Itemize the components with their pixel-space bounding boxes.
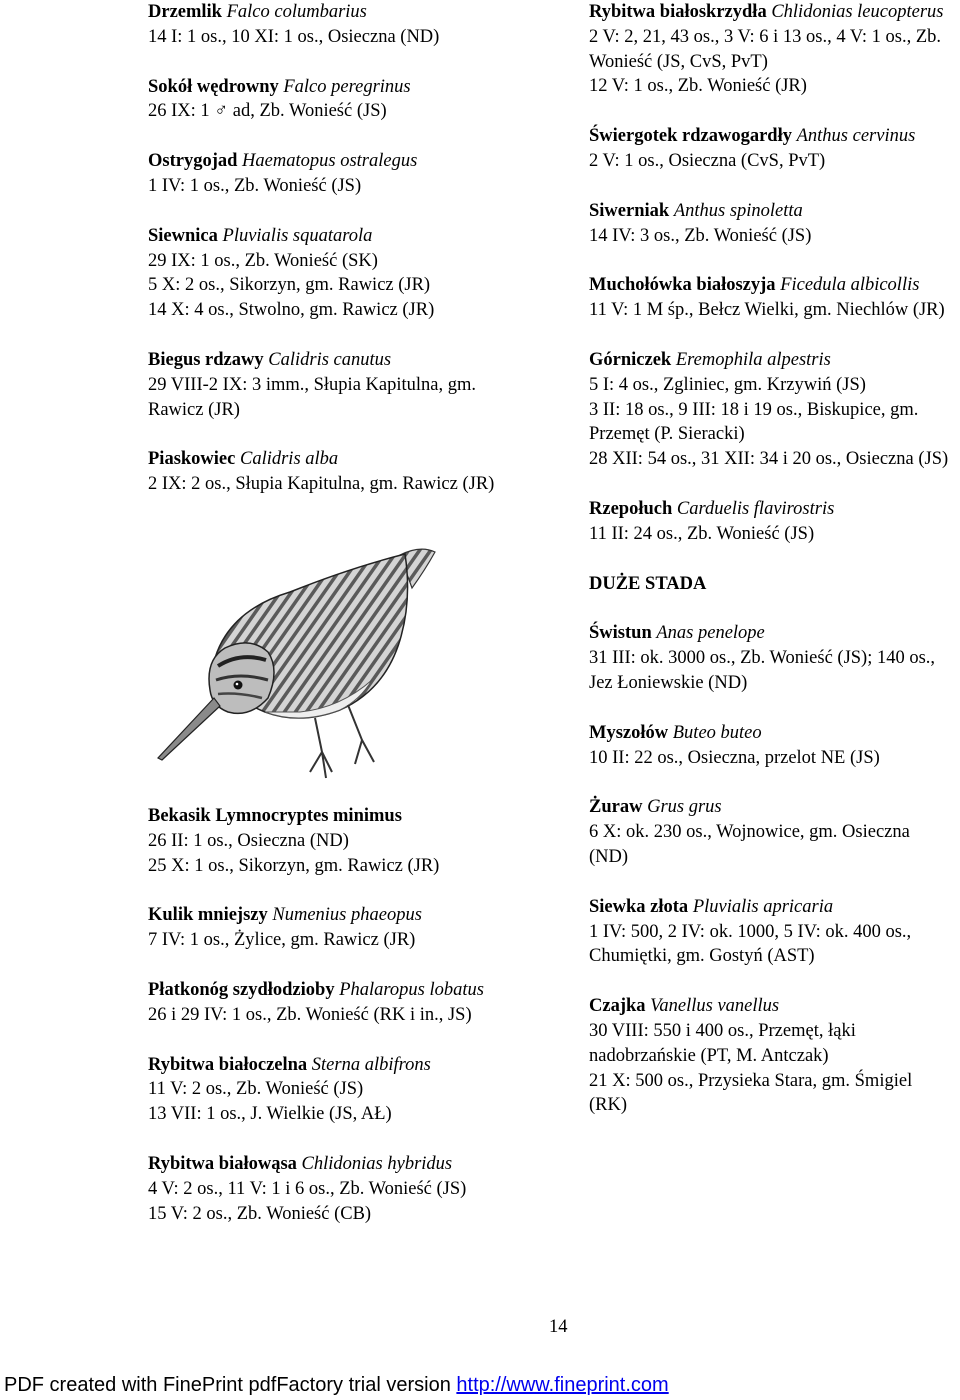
- observation-record: 30 VIII: 550 i 400 os., Przemęt, łąki nadobrzańskie (PT, M. Antczak): [589, 1020, 856, 1066]
- observation-record: 2 IX: 2 os., Słupia Kapitulna, gm. Rawicz (JR): [148, 474, 495, 495]
- observation-record: 14 X: 4 os., Stwolno, gm. Rawicz (JR): [148, 300, 435, 321]
- observation-record: 2 V: 1 os., Osieczna (CvS, PvT): [589, 150, 826, 171]
- species-common-name: Siwerniak: [589, 200, 670, 221]
- species-latin-name: Phalaropus lobatus: [339, 979, 484, 1000]
- observation-record: 1 IV: 1 os., Zb. Wonieść (JS): [148, 175, 362, 196]
- species-common-name: Ostrygojad: [148, 151, 238, 172]
- observation-record: 10 II: 22 os., Osieczna, przelot NE (JS): [589, 747, 880, 768]
- species-heading: [148, 1152, 523, 1177]
- species-heading: [589, 621, 949, 646]
- right-entries-top: [589, 0, 949, 547]
- observation-record: 5 I: 4 os., Zgliniec, gm. Krzywiń (JS): [589, 374, 866, 395]
- left-column-bottom: [148, 804, 523, 1251]
- species-common-name: Siewka złota: [589, 896, 689, 917]
- species-entry: [148, 978, 523, 1028]
- species-latin-name: Anthus spinoletta: [673, 200, 803, 221]
- species-heading: [148, 978, 523, 1003]
- species-latin-name: Carduelis flavirostris: [676, 498, 835, 519]
- species-latin-name: Pluvialis apricaria: [692, 896, 834, 917]
- species-heading: [589, 497, 949, 522]
- left-column: [148, 0, 523, 522]
- species-common-name: Myszołów: [589, 722, 669, 743]
- species-entry: [148, 447, 523, 497]
- species-common-name: Rzepołuch: [589, 498, 673, 519]
- right-entries-bottom: [589, 621, 949, 1118]
- observation-record: 4 V: 2 os., 11 V: 1 i 6 os., Zb. Wonieść (JS): [148, 1178, 467, 1199]
- species-entry: [148, 804, 523, 878]
- species-heading: [148, 1053, 523, 1078]
- species-entry: [589, 124, 949, 174]
- species-heading: [148, 447, 523, 472]
- observation-record: 26 II: 1 os., Osieczna (ND): [148, 830, 349, 851]
- species-entry: [148, 1053, 523, 1127]
- species-heading: [589, 721, 949, 746]
- species-common-name: Muchołówka białoszyja: [589, 275, 776, 296]
- species-entry: [589, 621, 949, 695]
- species-entry: [589, 795, 949, 869]
- observation-record: 28 XII: 54 os., 31 XII: 34 i 20 os., Osieczna (JS): [589, 449, 949, 470]
- species-entry: [148, 1152, 523, 1226]
- species-latin-name: Falco peregrinus: [283, 76, 411, 97]
- footer-link[interactable]: http://www.fineprint.com: [456, 1374, 669, 1396]
- page-number: 14: [549, 1317, 568, 1337]
- observation-record: 11 V: 2 os., Zb. Wonieść (JS): [148, 1079, 364, 1100]
- species-entry: [148, 0, 523, 50]
- species-heading: [589, 199, 949, 224]
- species-heading: [148, 903, 523, 928]
- species-latin-name: Sterna albifrons: [311, 1054, 431, 1075]
- observation-record: 25 X: 1 os., Sikorzyn, gm. Rawicz (JR): [148, 855, 440, 876]
- species-latin-name: Eremophila alpestris: [675, 349, 831, 370]
- observation-record: 3 II: 18 os., 9 III: 18 i 19 os., Biskupice, gm. Przemęt (P. Sieracki): [589, 399, 919, 445]
- species-entry: [148, 149, 523, 199]
- species-common-name: Rybitwa białowąsa: [148, 1153, 297, 1174]
- species-heading: [148, 149, 523, 174]
- species-heading: [589, 0, 949, 25]
- species-common-name: Bekasik Lymnocryptes minimus: [148, 806, 402, 826]
- species-entry: [589, 497, 949, 547]
- observation-record: 12 V: 1 os., Zb. Wonieść (JR): [589, 76, 807, 97]
- species-entry: [148, 224, 523, 323]
- species-heading: [589, 994, 949, 1019]
- observation-record: 29 VIII-2 IX: 3 imm., Słupia Kapitulna, gm. Rawicz (JR): [148, 374, 476, 420]
- species-common-name: Rybitwa białoczelna: [148, 1054, 308, 1075]
- species-entry: [589, 895, 949, 969]
- left-entries-top: [148, 0, 523, 497]
- species-latin-name: Chlidonias hybridus: [301, 1153, 453, 1174]
- species-common-name: Sokół wędrowny: [148, 76, 279, 97]
- species-latin-name: Anas penelope: [656, 623, 765, 644]
- species-heading: [589, 895, 949, 920]
- species-entry: [589, 994, 949, 1118]
- species-latin-name: Vanellus vanellus: [650, 996, 780, 1017]
- species-heading: [148, 0, 523, 25]
- species-heading: [148, 75, 523, 100]
- species-entry: [148, 903, 523, 953]
- species-latin-name: Calidris alba: [239, 449, 339, 470]
- observation-record: 15 V: 2 os., Zb. Wonieść (CB): [148, 1203, 372, 1224]
- species-latin-name: Haematopus ostralegus: [242, 151, 418, 172]
- species-common-name: Świstun: [589, 623, 652, 644]
- species-entry: [148, 75, 523, 125]
- observation-record: 11 V: 1 M śp., Bełcz Wielki, gm. Niechlów (JR): [589, 300, 945, 321]
- species-common-name: Piaskowiec: [148, 449, 236, 470]
- jack-snipe-illustration-icon: [150, 540, 495, 785]
- species-common-name: Płatkonóg szydłodzioby: [148, 979, 335, 1000]
- species-latin-name: Anthus cervinus: [796, 126, 916, 147]
- species-heading: [589, 795, 949, 820]
- observation-record: 1 IV: 500, 2 IV: ok. 1000, 5 IV: ok. 400 os., Chumiętki, gm. Gostyń (AST): [589, 921, 912, 967]
- observation-record: 13 VII: 1 os., J. Wielkie (JS, AŁ): [148, 1104, 392, 1125]
- species-latin-name: Pluvialis squatarola: [222, 225, 373, 246]
- species-entry: [589, 348, 949, 472]
- observation-record: 31 III: ok. 3000 os., Zb. Wonieść (JS); 140 os., Jez Łoniewskie (ND): [589, 648, 936, 693]
- observation-record: 14 IV: 3 os., Zb. Wonieść (JS): [589, 225, 812, 246]
- species-entry: [589, 0, 949, 99]
- observation-record: 21 X: 500 os., Przysieka Stara, gm. Śmigiel (RK): [589, 1070, 913, 1116]
- species-heading: [148, 348, 523, 373]
- species-heading: [589, 348, 949, 373]
- observation-record: 26 IX: 1 ♂ ad, Zb. Wonieść (JS): [148, 101, 387, 122]
- species-entry: [589, 199, 949, 249]
- observation-record: 5 X: 2 os., Sikorzyn, gm. Rawicz (JR): [148, 275, 431, 296]
- observation-record: 14 I: 1 os., 10 XI: 1 os., Osieczna (ND): [148, 26, 440, 47]
- footer-text: PDF created with FinePrint pdfFactory trial version: [4, 1374, 457, 1396]
- pdf-footer: [0, 1370, 960, 1400]
- species-heading: [148, 224, 523, 249]
- observation-record: 11 II: 24 os., Zb. Wonieść (JS): [589, 523, 815, 544]
- species-entry: [589, 721, 949, 771]
- species-common-name: Żuraw: [589, 797, 643, 818]
- species-latin-name: Ficedula albicollis: [780, 275, 920, 296]
- species-latin-name: Numenius phaeopus: [272, 905, 422, 926]
- species-latin-name: Falco columbarius: [226, 2, 367, 22]
- right-column: [589, 0, 949, 1143]
- species-common-name: Czajka: [589, 996, 646, 1017]
- observation-record: 2 V: 2, 21, 43 os., 3 V: 6 i 13 os., 4 V: 1 os., Zb. Wonieść (JS, CvS, PvT): [589, 26, 942, 72]
- observation-record: 6 X: ok. 230 os., Wojnowice, gm. Osieczna (ND): [589, 822, 910, 867]
- species-latin-name: Chlidonias leucopterus: [771, 2, 944, 22]
- species-common-name: Drzemlik: [148, 2, 222, 22]
- species-heading: [589, 273, 949, 298]
- observation-record: 7 IV: 1 os., Żylice, gm. Rawicz (JR): [148, 930, 416, 951]
- observation-record: 29 IX: 1 os., Zb. Wonieść (SK): [148, 250, 378, 271]
- species-entry: [589, 273, 949, 323]
- species-latin-name: Buteo buteo: [672, 722, 762, 743]
- species-common-name: Siewnica: [148, 225, 218, 246]
- species-latin-name: Grus grus: [647, 797, 722, 818]
- species-common-name: Świergotek rdzawogardły: [589, 126, 792, 147]
- species-common-name: Górniczek: [589, 349, 672, 370]
- species-heading: [148, 804, 523, 829]
- observation-record: 26 i 29 IV: 1 os., Zb. Wonieść (RK i in., JS): [148, 1004, 472, 1025]
- species-entry: [148, 348, 523, 422]
- left-entries-bottom: [148, 804, 523, 1226]
- species-common-name: Biegus rdzawy: [148, 349, 264, 370]
- species-common-name: Kulik mniejszy: [148, 905, 268, 926]
- species-common-name: Rybitwa białoskrzydła: [589, 2, 767, 22]
- species-latin-name: Calidris canutus: [268, 349, 392, 370]
- species-heading: [589, 124, 949, 149]
- section-heading-large-flocks: DUŻE STADA: [589, 573, 707, 594]
